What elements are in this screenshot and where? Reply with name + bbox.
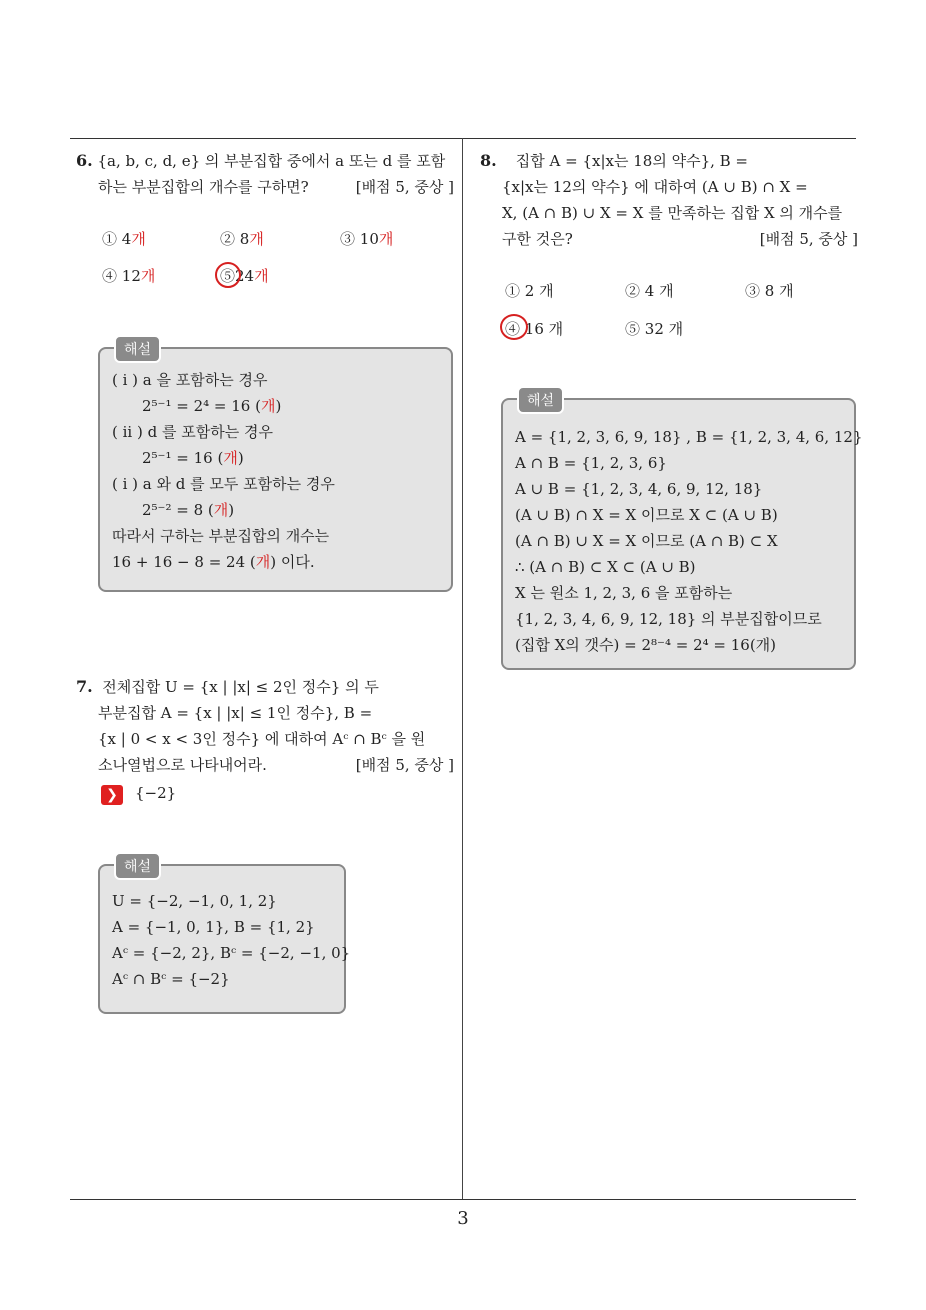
choice-number: ① xyxy=(102,230,118,248)
choice-value: 8 xyxy=(239,230,250,248)
choice-number: ③ xyxy=(745,282,761,300)
question-text-line: {a, b, c, d, e} 의 부분집합 중에서 a 또는 d 를 포함 xyxy=(97,152,446,170)
question-8 xyxy=(480,148,858,252)
question-text-line: 부분집합 A = {x | |x| ≤ 1인 정수}, B = xyxy=(98,704,373,722)
question-text-line: 전체집합 U = {x | |x| ≤ 2인 정수} 의 두 xyxy=(102,678,379,696)
column-divider xyxy=(462,138,463,1200)
choice-number: ① xyxy=(505,282,521,300)
solution-line: X 는 원소 1, 2, 3, 6 을 포함하는 xyxy=(515,584,733,602)
solution-text: 16 + 16 − 8 = 24 ( xyxy=(112,553,256,571)
solution-line: Aᶜ ∩ Bᶜ = {−2} xyxy=(112,970,230,988)
points-label: [배점 5, 중상 ] xyxy=(355,756,454,774)
solution-line: A = {−1, 0, 1}, B = {1, 2} xyxy=(112,918,315,936)
solution-text: 2⁵⁻¹ = 16 ( xyxy=(142,449,224,467)
question-7 xyxy=(76,674,454,778)
choice-1[interactable] xyxy=(102,228,146,249)
solution-line: (집합 X의 갯수) = 2⁸⁻⁴ = 2⁴ = 16(개) xyxy=(515,636,777,654)
choice-2[interactable] xyxy=(220,228,264,249)
solution-line: ( i ) a 와 d 를 모두 포함하는 경우 xyxy=(112,475,335,493)
solution-text: ) xyxy=(275,397,282,415)
answer-text: {−2} xyxy=(135,784,177,802)
solution-line xyxy=(112,393,335,419)
solution-line: (A ∩ B) ∪ X = X 이므로 (A ∩ B) ⊂ X xyxy=(515,532,778,550)
solution-line: 따라서 구하는 부분집합의 개수는 xyxy=(112,527,330,545)
points-label: [배점 5, 중상 ] xyxy=(355,178,454,196)
question-6 xyxy=(76,148,454,200)
choice-3[interactable] xyxy=(340,228,393,249)
choice-number: ③ xyxy=(340,230,356,248)
choice-unit: 개 xyxy=(249,230,264,248)
choice-value: 4 개 xyxy=(644,282,674,300)
question-text-line: 집합 A = {x|x는 18의 약수}, B = xyxy=(515,152,749,170)
choice-number: ② xyxy=(220,230,236,248)
solution-line: A = {1, 2, 3, 6, 9, 18} , B = {1, 2, 3, 4, 6, 12} xyxy=(515,428,863,446)
choice-value: 8 개 xyxy=(764,282,794,300)
solution-line: {1, 2, 3, 4, 6, 9, 12, 18} 의 부분집합이므로 xyxy=(515,610,822,628)
solution-line: Aᶜ = {−2, 2}, Bᶜ = {−2, −1, 0} xyxy=(112,944,351,962)
choice-value: 24 xyxy=(235,267,255,285)
solution-tag: 해설 xyxy=(114,852,161,880)
solution-unit: 개 xyxy=(213,501,229,519)
choice-number: ⑤ xyxy=(220,267,236,285)
solution-line xyxy=(112,549,335,575)
solution-tag: 해설 xyxy=(517,386,564,414)
choice-4[interactable] xyxy=(102,265,155,286)
choice-number: ② xyxy=(625,282,641,300)
points-label: [배점 5, 중상 ] xyxy=(759,230,858,248)
bottom-rule xyxy=(70,1199,856,1200)
question-text-line: 하는 부분집합의 개수를 구하면? xyxy=(98,178,309,196)
solution-unit: 개 xyxy=(255,553,271,571)
solution-tag: 해설 xyxy=(114,335,161,363)
solution-body xyxy=(112,888,350,992)
choice-value: 2 개 xyxy=(524,282,554,300)
solution-line: A ∩ B = {1, 2, 3, 6} xyxy=(515,454,667,472)
solution-unit: 개 xyxy=(260,397,276,415)
solution-text: ) 이다. xyxy=(270,553,315,571)
question-text-line: 소나열법으로 나타내어라. xyxy=(98,756,267,774)
solution-unit: 개 xyxy=(223,449,238,467)
question-text-line: 구한 것은? xyxy=(502,230,573,248)
solution-line: U = {−2, −1, 0, 1, 2} xyxy=(112,892,277,910)
choice-2[interactable] xyxy=(625,280,674,301)
solution-body xyxy=(112,367,335,575)
choice-value: 12 xyxy=(121,267,141,285)
choice-unit: 개 xyxy=(131,230,146,248)
choice-number: ④ xyxy=(102,267,118,285)
solution-line: A ∪ B = {1, 2, 3, 4, 6, 9, 12, 18} xyxy=(515,480,763,498)
solution-line: (A ∪ B) ∩ X = X 이므로 X ⊂ (A ∪ B) xyxy=(515,506,778,524)
q8-solution-box xyxy=(501,393,863,670)
answer-circle-mark xyxy=(500,314,528,340)
solution-line xyxy=(112,497,335,523)
q6-solution-box xyxy=(98,342,453,592)
question-number: 7. xyxy=(76,677,93,696)
choice-number: ④ xyxy=(505,320,521,338)
choice-unit: 개 xyxy=(140,267,156,285)
solution-body xyxy=(515,424,863,658)
choice-value: 10 xyxy=(359,230,379,248)
question-text-line: X, (A ∩ B) ∪ X = X 를 만족하는 집합 X 의 개수를 xyxy=(502,204,843,222)
solution-text: ) xyxy=(228,501,235,519)
choice-value: 16 개 xyxy=(524,320,564,338)
page-number: 3 xyxy=(457,1208,469,1229)
choice-number: ⑤ xyxy=(625,320,641,338)
solution-text: 2⁵⁻¹ = 2⁴ = 16 ( xyxy=(142,397,261,415)
answer-arrow-icon: ❯ xyxy=(101,785,123,805)
q7-solution-box xyxy=(98,859,351,1014)
question-text-line: {x | 0 < x < 3인 정수} 에 대하여 Aᶜ ∩ Bᶜ 을 원 xyxy=(98,730,426,748)
choice-5[interactable] xyxy=(625,318,683,339)
choice-unit: 개 xyxy=(254,267,269,285)
choice-3[interactable] xyxy=(745,280,794,301)
solution-line: ∴ (A ∩ B) ⊂ X ⊂ (A ∪ B) xyxy=(515,558,696,576)
choice-1[interactable] xyxy=(505,280,554,301)
choice-value: 32 개 xyxy=(644,320,684,338)
answer-circle-mark xyxy=(215,262,241,288)
solution-line xyxy=(112,445,335,471)
solution-line: ( i ) a 을 포함하는 경우 xyxy=(112,371,268,389)
solution-text: 2⁵⁻² = 8 ( xyxy=(142,501,214,519)
choice-value: 4 xyxy=(121,230,132,248)
top-rule xyxy=(70,138,856,139)
question-text-line: {x|x는 12의 약수} 에 대하여 (A ∪ B) ∩ X = xyxy=(502,178,808,196)
question-number: 8. xyxy=(480,151,497,170)
solution-line: ( ii ) d 를 포함하는 경우 xyxy=(112,423,273,441)
choice-unit: 개 xyxy=(378,230,394,248)
question-number: 6. xyxy=(76,151,93,170)
solution-text: ) xyxy=(237,449,244,467)
